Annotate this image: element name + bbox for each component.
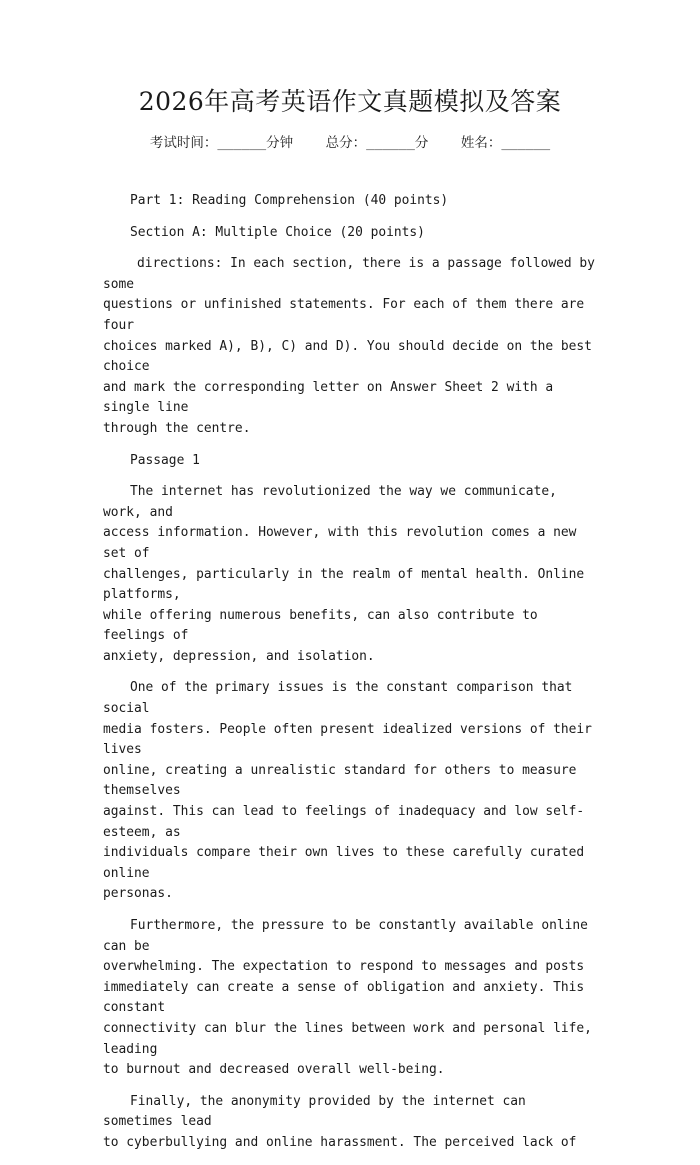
directions-paragraph: directions: In each section, there is a passage followed by some questions or unfinished statements. For each of them there are four choices marked A), B), C) and D). You should decide on the best choice and mark the corresponding letter on Answer Sheet 2 with a single line through the centre. <box>103 256 595 436</box>
document-body <box>103 191 595 1165</box>
part-heading: Part 1: Reading Comprehension (40 points) <box>130 193 449 208</box>
document-title: 2026年高考英语作文真题模拟及答案 <box>138 87 562 116</box>
section-heading: Section A: Multiple Choice (20 points) <box>130 224 425 240</box>
passage-paragraph-1: The internet has revolutionized the way we communicate, work, and access information. However, with this revolution comes a new set of challenges, particularly in the realm of mental health. Online platforms, while offering numerous benefits, can also contribute to feelings of anxiety, depression, and isolation. <box>103 484 585 664</box>
passage-paragraph-3: Furthermore, the pressure to be constantly available online can be overwhelming. The expectation to respond to messages and posts immediately can create a sense of obligation and anxiety. This constant connectivity can blur the lines between work and personal life, leading to burnout and decreased overall well-being. <box>103 918 592 1078</box>
passage-paragraph-2: One of the primary issues is the constant comparison that social media fosters. People often present idealized versions of their lives online, creating a unrealistic standard for others to measure themselves against. This can lead to feelings of inadequacy and low self-esteem, as individuals compare their own lives to these carefully curated online personas. <box>103 680 592 902</box>
passage-paragraph-4: Finally, the anonymity provided by the internet can sometimes lead to cyberbullying and online harassment. The perceived lack of <box>103 1093 577 1150</box>
passage-label: Passage 1 <box>130 452 200 468</box>
exam-info-line: 考试时间：______分钟 总分：______分 姓名：______ <box>149 135 551 151</box>
